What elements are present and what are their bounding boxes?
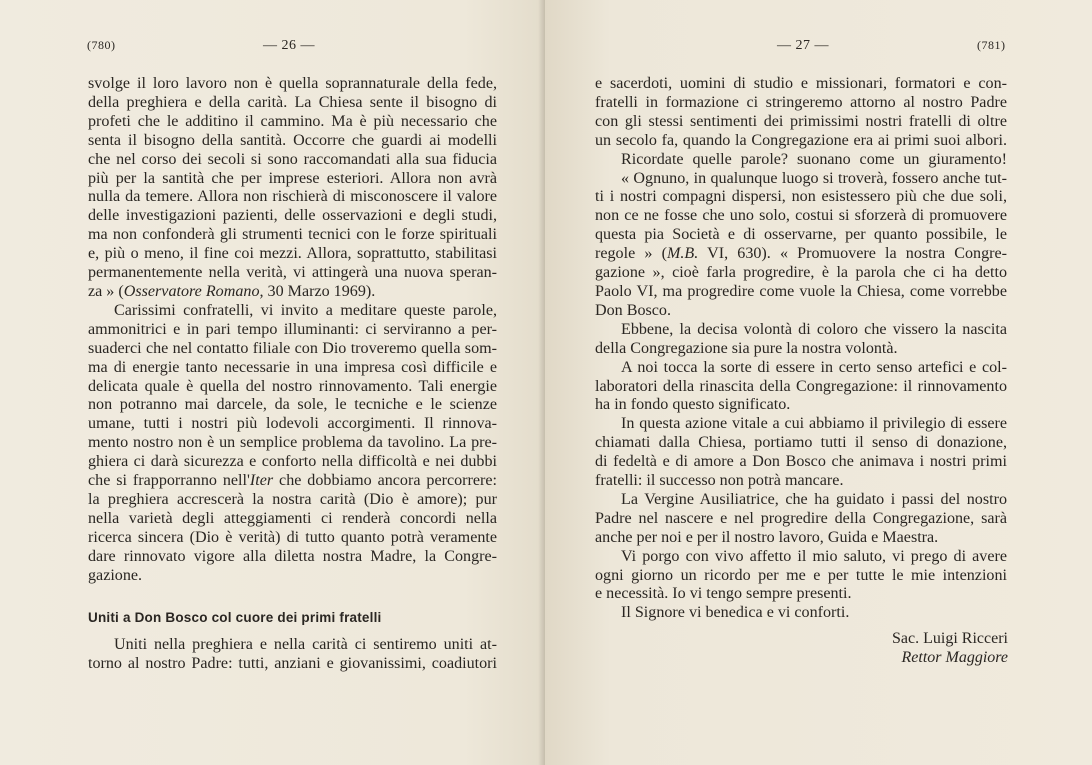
text-line: umane, tutti i nostri più lodevoli accorgimenti. Il rinnova- xyxy=(88,415,497,433)
text-line: Ricordate quelle parole? suonano come un giuramento! xyxy=(621,150,1007,168)
text-line: Il Signore vi benedica e vi conforti. xyxy=(621,604,850,622)
text-line: e, più o meno, il fine coi mezzi. Allora, soprattutto, stabilitasi xyxy=(88,245,497,263)
text-line: Carissimi confratelli, vi invito a meditare queste parole, xyxy=(114,301,497,319)
iter-line: che si frapporranno nell'Iter che dobbiamo ancora percorrere: xyxy=(88,472,497,490)
left-final-paragraph xyxy=(88,636,497,674)
section-heading: Uniti a Don Bosco col cuore dei primi fratelli xyxy=(88,610,382,625)
text-line: ti i nostri compagni dispersi, non esistessero più che due soli, xyxy=(595,188,1007,206)
text-line: Vi porgo con vivo affetto il mio saluto, vi prego di avere xyxy=(621,547,1007,565)
text-line: Paolo VI, ma progredire come vuole la Chiesa, come vorrebbe xyxy=(595,282,1007,300)
text-line: più per la santità che per imprese esteriori. Allora non avrà xyxy=(88,169,497,187)
text-line: dare rinnovato vigore alla diletta nostra Madre, la Congre- xyxy=(88,547,497,565)
text-line: nella varietà degli atteggiamenti ci renderà concordi nella xyxy=(88,509,497,527)
mb-source: M.B. xyxy=(666,245,699,263)
text-line: suaderci che nel contatto filiale con Dio troveremo quella som- xyxy=(88,339,497,357)
left-page xyxy=(0,0,545,765)
text-line: senta il bisogno della santità. Occorre che guardi ai modelli xyxy=(88,131,497,149)
text-line: anche per noi e per il nostro lavoro, Guida e Maestra. xyxy=(595,528,939,546)
text-line: e necessità. Io vi tengo sempre presenti. xyxy=(595,585,852,603)
text-line: ogni giorno un ricordo per me e per tutte le mie intenzioni xyxy=(595,566,1007,584)
right-body-text xyxy=(595,75,1007,623)
text-line: con gli stessi sentimenti dei primissimi nostri fratelli di oltre xyxy=(595,112,1007,130)
text-line: Ebbene, la decisa volontà di coloro che vissero la nascita xyxy=(621,320,1007,338)
right-page-number: — 27 — xyxy=(777,38,829,53)
text-line: questa pia Società e di osservarne, per quanto possibile, le xyxy=(595,226,1007,244)
text-line: nulla da temere. Allora non rischierà di misconoscere il valore xyxy=(88,188,497,206)
text-line: Uniti nella preghiera e nella carità ci sentiremo uniti at- xyxy=(114,636,497,653)
text-line: Don Bosco. xyxy=(595,301,671,319)
text-line: un secolo fa, quando la Congregazione era ai primi suoi albori. xyxy=(595,131,1007,149)
signature-name: Sac. Luigi Ricceri xyxy=(892,630,1008,647)
text-line: ricerca sincera (Dio è verità) di tutto quanto potrà veramente xyxy=(88,528,497,546)
text-line: profeti che le additino il cammino. Ma è più necessario che xyxy=(88,112,497,130)
right-folio: (781) xyxy=(977,38,1006,52)
signature-block xyxy=(892,629,1008,667)
left-body-text xyxy=(88,75,497,585)
text-line: e sacerdoti, uomini di studio e missionari, formatori e con- xyxy=(595,75,1007,92)
text-line: A noi tocca la sorte di essere in certo senso artefici e col- xyxy=(621,358,1007,376)
text-line: laboratori della rinascita della Congregazione: il rinnovamento xyxy=(595,377,1007,395)
iter-word: Iter xyxy=(249,472,274,490)
text-line: la preghiera accrescerà la nostra carità (Dio è amore); pur xyxy=(88,490,497,508)
text-line: mento nostro non è un semplice problema da tavolino. La pre- xyxy=(88,434,497,452)
text-line: delicata quale è quella del nostro rinnovamento. Tali energie xyxy=(88,377,497,395)
text-line: fratelli: il successo non potrà mancare. xyxy=(595,472,844,490)
text-line: delle investigazioni pazienti, delle osservazioni e degli studi, xyxy=(88,207,497,225)
text-line: che nel corso dei secoli si sono raccomandati alla sua fiducia xyxy=(88,150,497,168)
left-page-number: — 26 — xyxy=(263,38,315,53)
text-line: ma di energie tanto necessarie in una impresa così difficile e xyxy=(88,358,497,376)
text-line: « Ognuno, in qualunque luogo si troverà, fossero anche tut- xyxy=(621,169,1007,187)
text-line: torno al nostro Padre: tutti, anziani e giovanissimi, coadiutori xyxy=(88,654,497,672)
text-line: di fedeltà e di amore a Don Bosco che animava i nostri primi xyxy=(595,453,1007,471)
text-line: della Congregazione sia pure la nostra volontà. xyxy=(595,339,898,357)
text-line: non ce ne fosse che uno solo, costui si sforzerà di promuovere xyxy=(595,207,1007,225)
citation-source: Osservatore Romano, xyxy=(123,282,264,300)
mb-citation-line: regole » (M.B. VI, 630). « Promuovere la nostra Congre- xyxy=(595,245,1007,263)
text-line: gazione », cioè farla progredire, è la parola che ci ha detto xyxy=(595,264,1007,282)
text-line: La Vergine Ausiliatrice, che ha guidato i passi del nostro xyxy=(621,490,1007,508)
text-line: ha in fondo questo significato. xyxy=(595,396,791,414)
left-folio: (780) xyxy=(87,38,116,52)
text-line: chiamati dalla Chiesa, portiamo tutti il senso di donazione, xyxy=(595,434,1007,452)
text-line: In questa azione vitale a cui abbiamo il privilegio di essere xyxy=(621,415,1007,433)
text-line: gazione. xyxy=(88,566,143,584)
signature-title: Rettor Maggiore xyxy=(901,649,1008,666)
text-line: svolge il loro lavoro non è quella soprannaturale della fede, xyxy=(88,75,497,92)
text-line: ghiera ci darà sicurezza e conforto nella difficoltà e nei dubbi xyxy=(88,453,497,471)
text-line: Padre nel nascere e nel progredire della Congregazione, sarà xyxy=(595,509,1007,527)
text-line: fratelli in formazione ci stringeremo attorno al nostro Padre xyxy=(595,93,1007,111)
text-line: della preghiera e della carità. La Chiesa sente il bisogno di xyxy=(88,93,497,111)
text-line: non potranno mai darcele, da sole, le tecniche e le scienze xyxy=(88,396,497,414)
citation-line: za » (Osservatore Romano, 30 Marzo 1969). xyxy=(88,282,376,300)
text-line: ma non confonderà gli strumenti tecnici con le forze spirituali xyxy=(88,226,497,244)
text-line: ammonitrici e in pari tempo illuminanti: ci serviranno a per- xyxy=(88,320,497,338)
text-line: permanentemente nella verità, vi attingerà una nuova speran- xyxy=(88,264,497,282)
right-page xyxy=(545,0,1092,765)
